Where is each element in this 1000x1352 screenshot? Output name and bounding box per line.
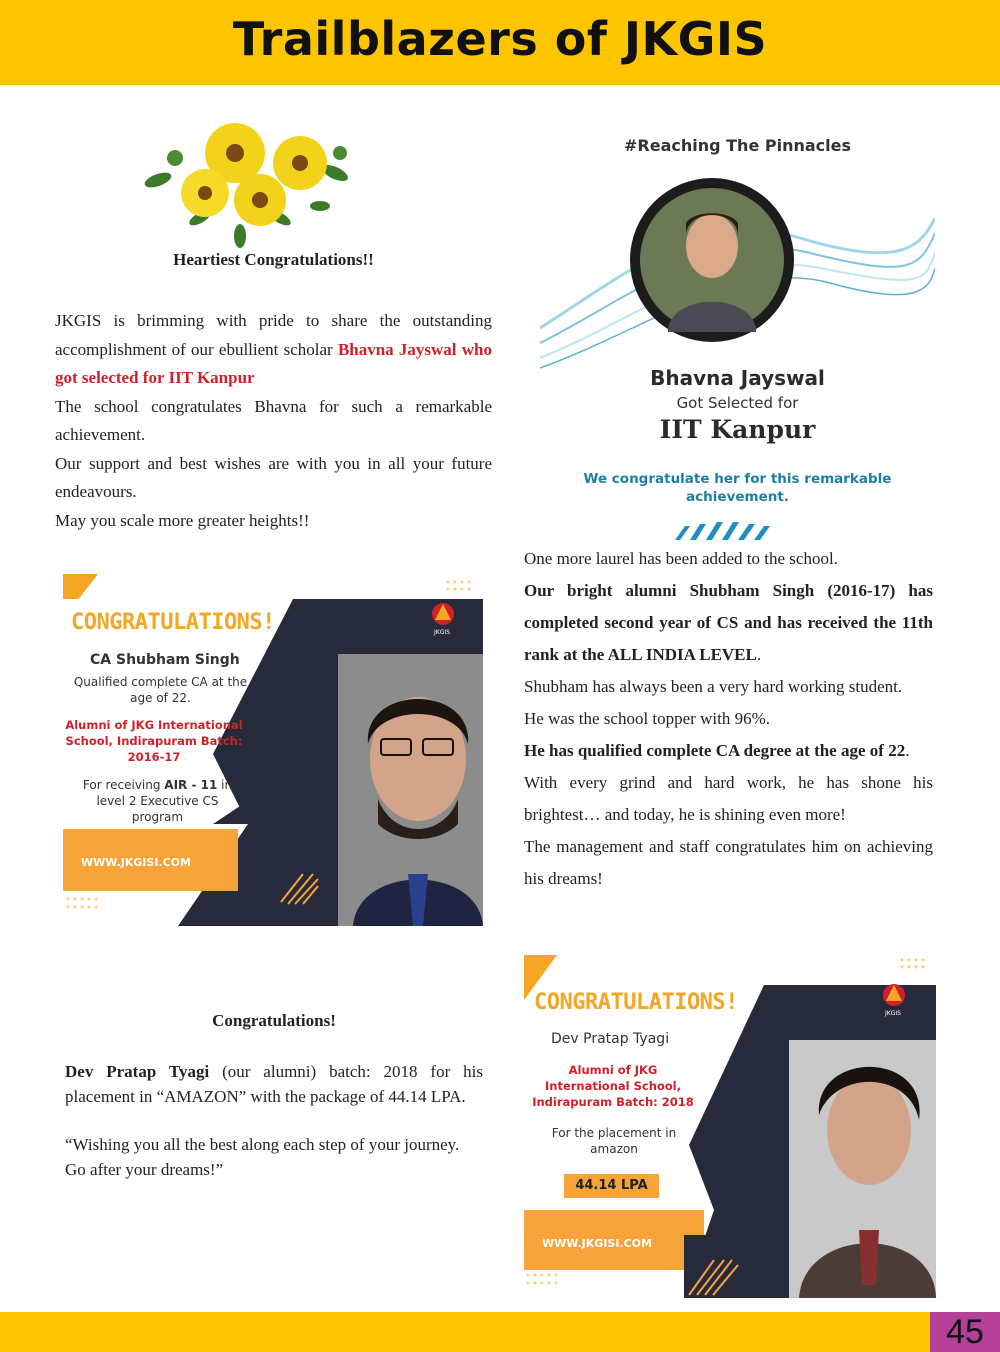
shubham-paragraph-7: The management and staff congratulates him on achieving his dreams!: [524, 837, 933, 888]
shubham-p5-end: .: [905, 741, 910, 760]
page-number: 45: [930, 1312, 1000, 1352]
footer-band: [0, 1312, 930, 1352]
dev-card-placement: For the placement in amazon: [551, 1126, 677, 1156]
receiving-post: in level 2 Executive CS program: [96, 778, 233, 824]
bhavna-article: [55, 307, 492, 535]
shubham-paragraph-6: With every grind and hard work, he has shone his brightest… and today, he is shining even more!: [524, 773, 933, 824]
dev-card-name: Dev Pratap Tyagi: [551, 1031, 670, 1047]
shubham-p2-end: .: [756, 645, 762, 664]
dev-card: [524, 955, 936, 1298]
bhavna-paragraph-3: Our support and best wishes are with you in all your future endeavours.: [55, 453, 492, 501]
dev-article: [65, 1060, 483, 1182]
shubham-card-line1: Qualified complete CA at the age of 22.: [73, 675, 248, 705]
dev-paragraph-2: “Wishing you all the best along each step of your journey.: [65, 1135, 460, 1154]
dev-p1-rest: (our alumni) batch: 2018 for his placement in “AMAZON” with the package of 44.14 LPA.: [65, 1062, 483, 1106]
poster-hashtag: #Reaching The Pinnacles: [623, 136, 851, 155]
dev-spacer: [65, 1109, 483, 1133]
dev-paragraph-1: [65, 1060, 483, 1109]
bhavna-heading: Heartiest Congratulations!!: [173, 250, 374, 269]
dev-card-package: 44.14 LPA: [564, 1174, 659, 1198]
bhavna-highlight: Bhavna Jayswal who got selected for IIT Kanpur: [55, 339, 492, 387]
dev-heading: Congratulations!: [212, 1011, 336, 1030]
receiving-pre: For receiving: [82, 778, 165, 792]
bhavna-paragraph-2: The school congratulates Bhavna for such a remarkable achievement.: [55, 396, 492, 444]
poster-message: We congratulate her for this remarkable achievement.: [583, 471, 892, 505]
shubham-card-alumni: Alumni of JKG International School, Indirapuram Batch: 2016-17: [65, 718, 243, 764]
bhavna-paragraph-1: [55, 307, 492, 393]
shubham-p5-bold: He has qualified complete CA degree at the age of 22: [524, 741, 906, 760]
shubham-card: [63, 574, 483, 926]
shubham-p2-bold: Our bright alumni Shubham Singh (2016-17) has completed second year of CS and has received the 11th rank at the ALL INDIA LEVEL: [524, 581, 933, 664]
poster-institute: IIT Kanpur: [659, 415, 816, 444]
dev-name-bold: Dev Pratap Tyagi: [65, 1062, 210, 1081]
bhavna-paragraph-4: May you scale more greater heights!!: [55, 510, 310, 530]
shubham-paragraph-1: One more laurel has been added to the school.: [524, 549, 838, 568]
dev-card-logo-text: JKGIS: [885, 1010, 901, 1017]
bhavna-p1-text: JKGIS is brimming with pride to share the outstanding accomplishment of our ebullient scholar: [55, 311, 492, 359]
bhavna-poster: [540, 128, 935, 540]
receiving-bold: AIR - 11: [164, 778, 218, 792]
shubham-card-title: CONGRATULATIONS!: [71, 610, 275, 635]
shubham-paragraph-5: [524, 735, 933, 767]
poster-subtitle: Got Selected for: [676, 394, 799, 412]
page-title: Trailblazers of JKGIS: [232, 12, 768, 66]
dev-card-title: CONGRATULATIONS!: [534, 990, 738, 1015]
yellow-flower-bouquet-icon: [140, 118, 355, 248]
dev-paragraph-3: Go after your dreams!”: [65, 1159, 224, 1179]
shubham-card-name: CA Shubham Singh: [90, 652, 240, 668]
dev-card-alumni: Alumni of JKG International School, Indirapuram Batch: 2018: [532, 1063, 694, 1109]
shubham-paragraph-3: Shubham has always been a very hard working student.: [524, 677, 903, 696]
poster-name: Bhavna Jayswal: [650, 366, 825, 390]
shubham-card-url: WWW.JKGISI.COM: [81, 856, 191, 869]
shubham-paragraph-4: He was the school topper with 96%.: [524, 709, 770, 728]
dev-card-url: WWW.JKGISI.COM: [542, 1237, 652, 1250]
shubham-card-logo-text: JKGIS: [434, 629, 450, 636]
shubham-article: [524, 543, 933, 895]
shubham-paragraph-2: [524, 575, 933, 671]
shubham-card-receiving: [75, 777, 240, 825]
